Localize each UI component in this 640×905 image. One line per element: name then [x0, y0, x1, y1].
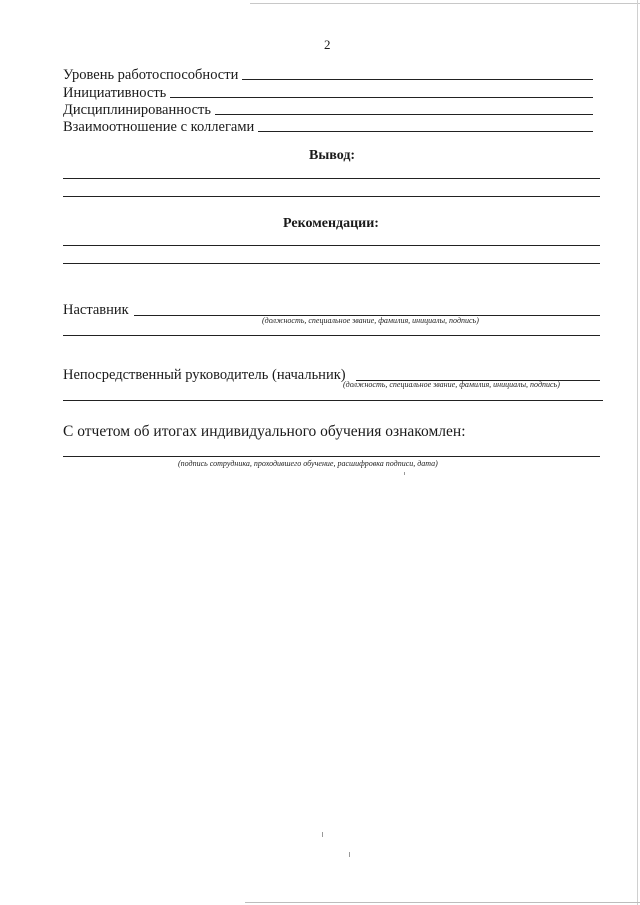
fill-line[interactable] [242, 79, 593, 80]
rating-label: Инициативность [63, 85, 167, 101]
scan-speck [322, 832, 323, 837]
recommendations-line-2[interactable] [63, 263, 600, 264]
scan-edge-bottom [245, 902, 640, 903]
fill-line[interactable] [258, 131, 593, 132]
scan-edge-right [637, 0, 638, 905]
rating-label: Взаимоотношение с коллегами [63, 119, 255, 135]
conclusion-line-2[interactable] [63, 196, 600, 197]
rating-field-performance[interactable] [63, 66, 593, 83]
mentor-label: Наставник [63, 302, 129, 318]
mentor-caption: (должность, специальное звание, фамилия, инициалы, подпись) [262, 316, 479, 325]
conclusion-line-1[interactable] [63, 178, 600, 179]
rating-field-colleagues[interactable] [63, 118, 593, 135]
recommendations-heading: Рекомендации: [283, 216, 379, 231]
supervisor-label: Непосредственный руководитель (начальник) [63, 367, 346, 383]
supervisor-caption: (должность, специальное звание, фамилия, инициалы, подпись) [343, 380, 560, 389]
acknowledgement-signature-line[interactable] [63, 456, 600, 457]
mentor-line-2[interactable] [63, 335, 600, 336]
rating-field-discipline[interactable] [63, 101, 593, 118]
conclusion-heading: Вывод: [309, 148, 356, 163]
scan-edge-top [250, 3, 640, 4]
scan-speck [404, 472, 405, 475]
supervisor-line-2[interactable] [63, 400, 603, 401]
rating-label: Уровень работоспособности [63, 67, 239, 83]
fill-line[interactable] [215, 114, 593, 115]
recommendations-line-1[interactable] [63, 245, 600, 246]
acknowledgement-caption: (подпись сотрудника, проходившего обучение, расшифровка подписи, дата) [178, 459, 438, 468]
fill-line[interactable] [170, 97, 593, 98]
page-number: 2 [324, 37, 331, 52]
rating-field-initiative[interactable] [63, 84, 593, 101]
scan-speck [349, 852, 350, 857]
acknowledgement-text: С отчетом об итогах индивидуального обучения ознакомлен: [63, 423, 466, 440]
rating-label: Дисциплинированность [63, 102, 211, 118]
